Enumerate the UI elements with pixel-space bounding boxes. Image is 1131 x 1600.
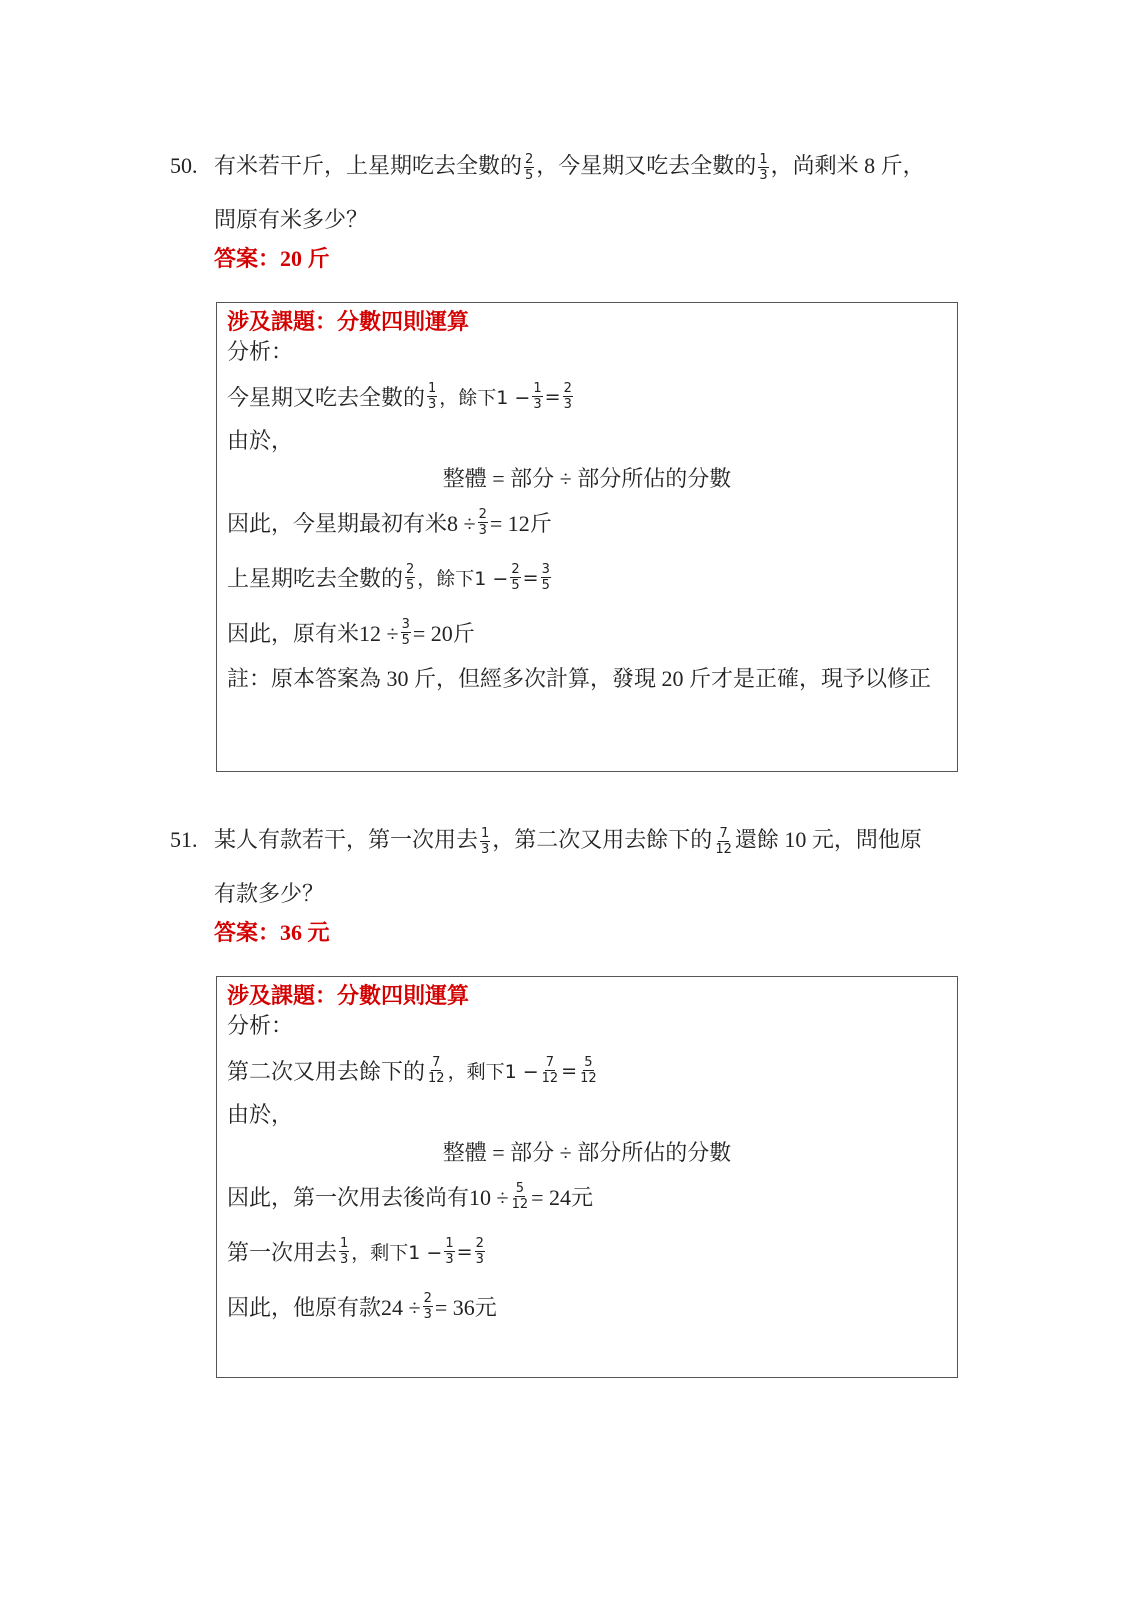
fraction <box>427 1055 446 1086</box>
denominator: 3 <box>340 1252 349 1267</box>
numerator: 1 <box>759 152 768 168</box>
fraction <box>511 1181 530 1212</box>
question-51 <box>170 826 960 947</box>
fraction <box>444 1236 454 1267</box>
denominator: 5 <box>525 168 534 184</box>
question-text-continued: 問原有米多少？ <box>214 207 369 233</box>
fraction <box>758 152 768 183</box>
numerator: 1 <box>445 1236 454 1251</box>
fraction <box>405 562 415 593</box>
step-text: 因此，原有米12 ÷ <box>227 621 399 646</box>
fraction <box>541 1055 560 1086</box>
equals-sign: = <box>522 566 539 589</box>
step-text: ，剩下1 − <box>447 1061 539 1083</box>
fraction <box>401 617 411 648</box>
numerator: 2 <box>563 381 572 396</box>
denominator: 5 <box>541 578 550 593</box>
step-text: 上星期吃去全數的 <box>227 566 404 591</box>
step-text: 因此，他原有款24 ÷ <box>227 1295 421 1320</box>
step-text: ，餘下1 − <box>417 568 509 590</box>
fraction <box>524 152 534 183</box>
numerator: 2 <box>525 152 534 168</box>
step-text: 因此，第一次用去後尚有10 ÷ <box>227 1185 509 1210</box>
question-number: 50. <box>170 153 198 178</box>
since-label: 由於， <box>227 1102 294 1127</box>
step-text: = 36元 <box>434 1295 497 1320</box>
fraction <box>541 562 551 593</box>
step-text: 第二次又用去餘下的 <box>227 1059 426 1084</box>
question-text-part: 某人有款若干，第一次用去 <box>214 827 479 852</box>
denominator: 3 <box>445 1252 454 1267</box>
analysis-label: 分析： <box>227 339 294 364</box>
numerator: 3 <box>401 617 410 632</box>
since-label: 由於， <box>227 428 294 453</box>
step-line <box>227 507 947 538</box>
step-line <box>227 562 947 593</box>
fraction <box>563 381 573 412</box>
denominator: 12 <box>580 1071 597 1086</box>
fraction <box>579 1055 598 1086</box>
analysis-box-50 <box>216 302 958 772</box>
question-text-part: ，第二次又用去餘下的 <box>492 827 713 852</box>
fraction <box>714 826 733 857</box>
question-text-continued: 有款多少？ <box>214 881 325 907</box>
question-text-part: 還餘 10 元，問他原 <box>734 827 922 852</box>
denominator: 3 <box>475 1252 484 1267</box>
denominator: 12 <box>541 1071 559 1086</box>
fraction <box>532 381 542 412</box>
numerator: 1 <box>428 381 437 396</box>
denominator: 3 <box>759 168 768 184</box>
step-line <box>227 1181 947 1212</box>
analysis-box-51 <box>216 976 958 1378</box>
denominator: 3 <box>563 397 572 412</box>
numerator: 3 <box>541 562 550 577</box>
denominator: 3 <box>428 397 437 412</box>
denominator: 12 <box>511 1197 529 1212</box>
denominator: 12 <box>428 1071 445 1086</box>
numerator: 2 <box>423 1291 432 1306</box>
correction-note: 註：原本答案為 30 斤，但經多次計算，發現 20 斤才是正確，現予以修正 <box>227 666 932 691</box>
formula: 整體 = 部分 ÷ 部分所佔的分數 <box>442 1140 732 1165</box>
step-line <box>227 1055 947 1086</box>
numerator: 7 <box>432 1055 441 1070</box>
fraction <box>427 381 437 412</box>
step-text: ，剩下1 − <box>351 1242 443 1264</box>
step-text: ，餘下1 − <box>439 387 531 409</box>
numerator: 7 <box>719 826 728 842</box>
denominator: 3 <box>481 842 490 858</box>
numerator: 5 <box>584 1055 593 1070</box>
formula: 整體 = 部分 ÷ 部分所佔的分數 <box>442 466 732 491</box>
denominator: 5 <box>511 578 520 593</box>
numerator: 2 <box>475 1236 484 1251</box>
question-text-part: ，尚剩米 8 斤， <box>770 153 925 178</box>
equals-sign: = <box>544 385 561 408</box>
step-line <box>227 1291 947 1322</box>
denominator: 5 <box>406 578 415 593</box>
denominator: 12 <box>715 842 732 858</box>
fraction <box>478 507 488 538</box>
question-text-part: ，今星期又吃去全數的 <box>536 153 757 178</box>
answer: 答案：36 元 <box>214 920 330 946</box>
numerator: 7 <box>545 1055 555 1070</box>
numerator: 2 <box>478 507 487 522</box>
numerator: 2 <box>406 562 415 577</box>
equals-sign: = <box>456 1240 473 1263</box>
question-number: 51. <box>170 827 198 852</box>
fraction <box>480 826 490 857</box>
analysis-label: 分析： <box>227 1013 294 1038</box>
numerator: 1 <box>481 826 490 842</box>
denominator: 3 <box>478 523 487 538</box>
denominator: 5 <box>401 633 410 648</box>
step-text: = 12斤 <box>489 511 552 536</box>
question-50 <box>170 152 960 273</box>
numerator: 1 <box>340 1236 349 1251</box>
denominator: 3 <box>533 397 542 412</box>
fraction <box>510 562 520 593</box>
question-text-part: 有米若干斤，上星期吃去全數的 <box>214 153 523 178</box>
numerator: 1 <box>533 381 542 396</box>
step-text: 第一次用去 <box>227 1240 338 1265</box>
fraction <box>423 1291 433 1322</box>
fraction <box>475 1236 485 1267</box>
step-text: = 24元 <box>531 1185 594 1210</box>
denominator: 3 <box>423 1307 432 1322</box>
equals-sign: = <box>561 1059 578 1082</box>
numerator: 2 <box>511 562 520 577</box>
fraction <box>339 1236 349 1267</box>
step-line <box>227 381 947 412</box>
topic-heading: 涉及課題：分數四則運算 <box>227 983 470 1008</box>
numerator: 5 <box>515 1181 524 1196</box>
step-text: = 20斤 <box>412 621 475 646</box>
step-line <box>227 1236 947 1267</box>
question-text <box>170 826 960 857</box>
step-text: 今星期又吃去全數的 <box>227 385 426 410</box>
topic-heading: 涉及課題：分數四則運算 <box>227 309 470 334</box>
answer: 答案：20 斤 <box>214 246 330 272</box>
step-line <box>227 617 947 648</box>
step-text: 因此，今星期最初有米8 ÷ <box>227 511 476 536</box>
question-text <box>170 152 960 183</box>
